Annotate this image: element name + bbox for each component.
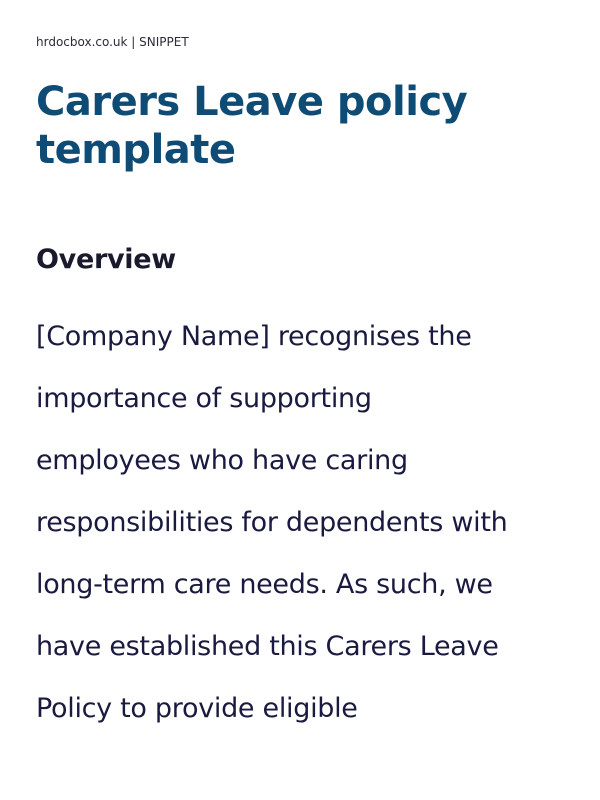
- source-line: hrdocbox.co.uk | SNIPPET: [36, 35, 189, 49]
- section-heading-overview: Overview: [36, 244, 176, 275]
- overview-paragraph: [36, 306, 566, 740]
- paragraph-line: have established this Carers Leave: [36, 631, 499, 662]
- paragraph-line: long-term care needs. As such, we: [36, 569, 493, 600]
- paragraph-line: employees who have caring: [36, 445, 408, 476]
- page-title: Carers Leave policy template: [36, 79, 468, 173]
- paragraph-line: [Company Name] recognises the: [36, 321, 472, 352]
- paragraph-line: importance of supporting: [36, 383, 372, 414]
- paragraph-line: Policy to provide eligible: [36, 693, 358, 724]
- paragraph-line: responsibilities for dependents with: [36, 507, 508, 538]
